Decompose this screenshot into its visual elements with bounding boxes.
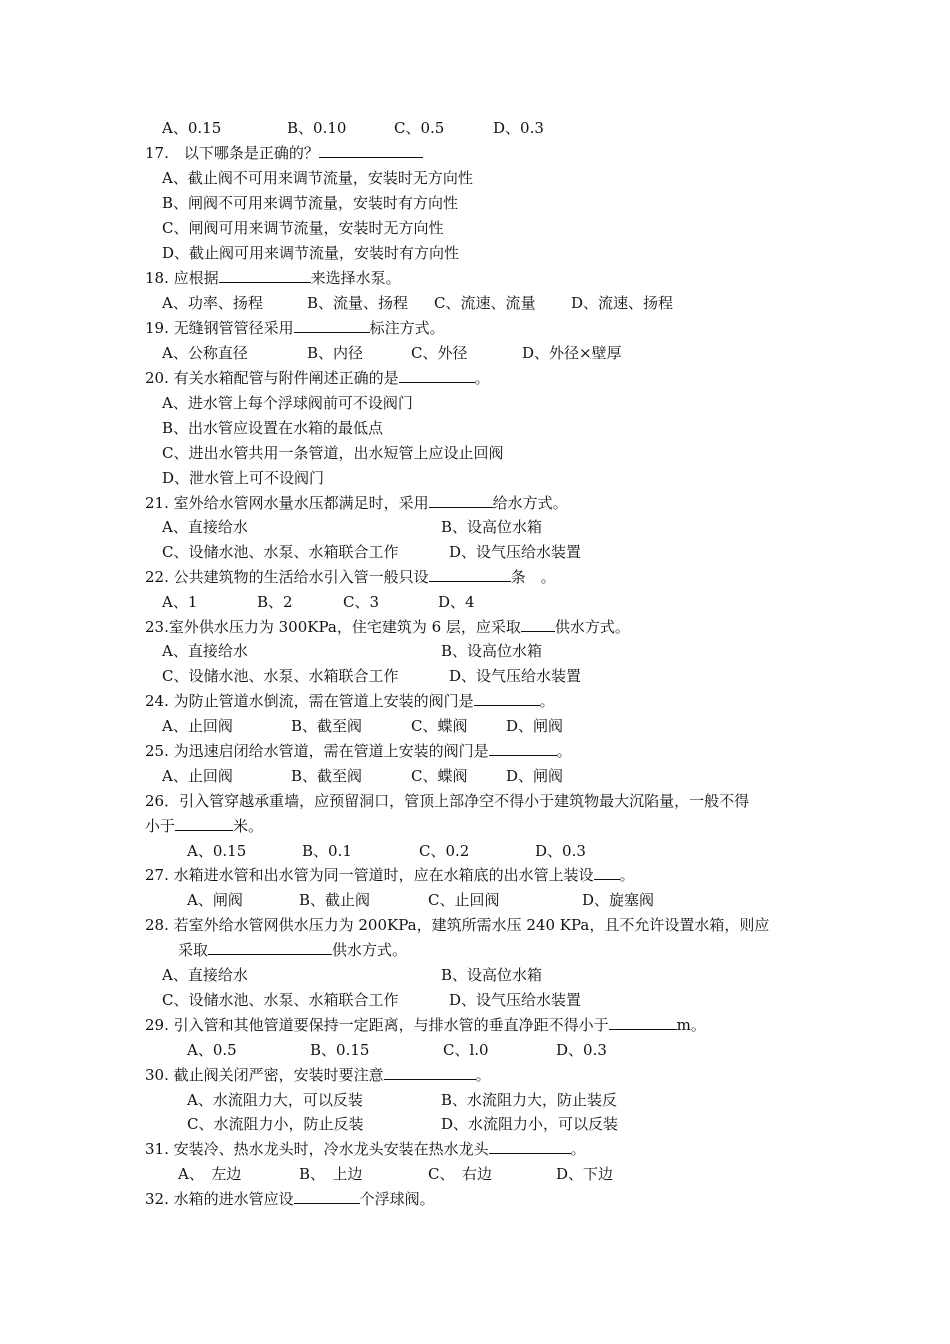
answer-option: B、0.1 [302, 842, 352, 860]
answer-option: D、0.3 [556, 1041, 607, 1059]
option-line: B、出水管应设置在水箱的最低点 [162, 419, 384, 437]
question-line [178, 940, 407, 960]
question-line [145, 1015, 706, 1035]
answer-option: C、止回阀 [428, 891, 500, 909]
question-text: 。 [556, 742, 572, 760]
answer-option: C、3 [343, 593, 380, 611]
answer-option: A、水流阻力大，可以反装 [187, 1091, 363, 1109]
answer-option: A、闸阀 [187, 891, 243, 909]
question-text: 小于 [145, 817, 176, 835]
question-text: 24. 为防止管道水倒流，需在管道上安装的阀门是 [145, 692, 474, 710]
answer-blank [384, 1065, 476, 1080]
answer-option: B、水流阻力大，防止装反 [441, 1091, 618, 1109]
question-text: 来选择水泵。 [310, 269, 401, 287]
option-line: C、闸阀可用来调节流量，安装时无方向性 [162, 219, 444, 237]
question-text: 采取 [178, 941, 209, 959]
answer-option: D、下边 [556, 1165, 614, 1183]
answer-option: A、止回阀 [162, 717, 233, 735]
answer-blank [319, 143, 423, 158]
answer-option: B、 上边 [299, 1165, 363, 1183]
answer-option: D、水流阻力小，可以反装 [441, 1115, 619, 1133]
answer-option: A、公称直径 [162, 344, 248, 362]
answer-option: D、0.3 [493, 119, 544, 137]
question-text: 条 。 [510, 568, 556, 586]
answer-option: B、内径 [307, 344, 364, 362]
question-line [145, 741, 572, 761]
answer-option: A、止回阀 [162, 767, 233, 785]
answer-option: C、流速、流量 [434, 294, 536, 312]
question-text: 给水方式。 [492, 494, 568, 512]
question-line [145, 318, 445, 338]
question-line [145, 816, 263, 836]
question-line [145, 493, 568, 513]
answer-option: C、设储水池、水泵、水箱联合工作 [162, 543, 399, 561]
answer-blank [429, 567, 511, 582]
answer-blank [175, 816, 233, 831]
option-line: D、泄水管上可不设阀门 [162, 469, 325, 487]
answer-blank [294, 318, 370, 333]
question-text: 26．引入管穿越承重墙，应预留洞口，管顶上部净空不得小于建筑物最大沉陷量，一般不得 [145, 792, 750, 810]
answer-option: C、蝶阀 [411, 717, 468, 735]
answer-blank [489, 1139, 571, 1154]
question-text: 22. 公共建筑物的生活给水引入管一般只设 [145, 568, 429, 586]
answer-blank [609, 1015, 677, 1030]
question-text: 19. 无缝钢管管径采用 [145, 319, 294, 337]
answer-option: A、直接给水 [162, 642, 248, 660]
question-text: 米。 [233, 817, 264, 835]
question-text: 。 [539, 692, 555, 710]
question-text: 。 [570, 1140, 586, 1158]
answer-option: A、 左边 [178, 1165, 242, 1183]
answer-option: A、直接给水 [162, 518, 248, 536]
question-line [145, 791, 749, 811]
question-text: 32. 水箱的进水管应设 [145, 1190, 294, 1208]
question-text: 28. 若室外给水管网供水压力为 200KPa，建筑所需水压 240 KPa，且不允许设置水箱，则应 [145, 916, 770, 934]
question-text: 27. 水箱进水管和出水管为同一管道时，应在水箱底的出水管上装设 [145, 866, 594, 884]
answer-option: C、 右边 [428, 1165, 492, 1183]
question-text: 供水方式。 [554, 618, 630, 636]
question-text: 。 [474, 369, 490, 387]
answer-option: D、闸阀 [506, 717, 564, 735]
option-line: B、闸阀不可用来调节流量，安装时有方向性 [162, 194, 459, 212]
answer-option: D、设气压给水装置 [449, 667, 582, 685]
question-line [145, 1139, 586, 1159]
question-text: 23.室外供水压力为 300KPa，住宅建筑为 6 层，应采取 [145, 618, 521, 636]
answer-option: C、外径 [411, 344, 468, 362]
question-line [145, 368, 490, 388]
question-line [145, 691, 555, 711]
option-line: D、截止阀可用来调节流量，安装时有方向性 [162, 244, 460, 262]
question-line [145, 268, 401, 288]
answer-option: C、水流阻力小，防止反装 [187, 1115, 364, 1133]
question-text: 个浮球阀。 [359, 1190, 435, 1208]
answer-option: C、l.0 [443, 1041, 489, 1059]
answer-option: B、设高位水箱 [441, 966, 543, 984]
answer-blank [594, 865, 620, 880]
question-line [145, 865, 635, 885]
answer-option: B、流量、扬程 [307, 294, 409, 312]
answer-option: C、设储水池、水泵、水箱联合工作 [162, 667, 399, 685]
answer-option: D、旋塞阀 [582, 891, 655, 909]
answer-option: D、4 [438, 593, 475, 611]
question-text: 18. 应根据 [145, 269, 219, 287]
answer-option: D、闸阀 [506, 767, 564, 785]
option-line: A、进水管上每个浮球阀前可不设阀门 [162, 394, 413, 412]
answer-option: B、设高位水箱 [441, 642, 543, 660]
question-line [145, 1189, 435, 1209]
answer-option: A、直接给水 [162, 966, 248, 984]
option-line: C、进出水管共用一条管道，出水短管上应设止回阀 [162, 444, 504, 462]
answer-option: B、0.15 [310, 1041, 370, 1059]
question-text: 。 [475, 1066, 491, 1084]
answer-option: B、截止阀 [299, 891, 371, 909]
answer-option: A、0.15 [187, 842, 247, 860]
answer-option: A、0.15 [162, 119, 222, 137]
answer-blank [219, 268, 311, 283]
question-text: m。 [676, 1016, 706, 1034]
answer-option: B、0.10 [287, 119, 347, 137]
question-line [145, 617, 630, 637]
answer-option: A、0.5 [187, 1041, 237, 1059]
answer-option: D、设气压给水装置 [449, 991, 582, 1009]
question-line [145, 1065, 491, 1085]
answer-option: B、设高位水箱 [441, 518, 543, 536]
question-text: 20. 有关水箱配管与附件阐述正确的是 [145, 369, 399, 387]
question-text: 29. 引入管和其他管道要保持一定距离，与排水管的垂直净距不得小于 [145, 1016, 609, 1034]
answer-option: D、流速、扬程 [571, 294, 674, 312]
answer-option: D、0.3 [535, 842, 586, 860]
question-text: 供水方式。 [332, 941, 408, 959]
answer-blank [489, 741, 557, 756]
answer-blank [208, 940, 332, 955]
answer-option: B、截至阀 [291, 767, 363, 785]
answer-option: C、蝶阀 [411, 767, 468, 785]
answer-option: C、0.5 [394, 119, 445, 137]
question-line [145, 915, 769, 935]
question-line [145, 567, 556, 587]
answer-blank [294, 1189, 360, 1204]
answer-option: B、2 [257, 593, 293, 611]
answer-blank [474, 691, 540, 706]
question-text: 。 [619, 866, 635, 884]
question-text: 21. 室外给水管网水量水压都满足时，采用 [145, 494, 429, 512]
question-text: 30. 截止阀关闭严密，安装时要注意 [145, 1066, 384, 1084]
answer-option: B、截至阀 [291, 717, 363, 735]
answer-option: A、功率、扬程 [162, 294, 263, 312]
answer-option: D、外径×壁厚 [522, 344, 622, 362]
option-line: A、截止阀不可用来调节流量，安装时无方向性 [162, 169, 473, 187]
question-text: 标注方式。 [369, 319, 445, 337]
answer-option: A、1 [162, 593, 198, 611]
answer-option: C、设储水池、水泵、水箱联合工作 [162, 991, 399, 1009]
answer-blank [399, 368, 475, 383]
question-line [145, 143, 423, 163]
question-text: 31. 安装冷、热水龙头时，冷水龙头安装在热水龙头 [145, 1140, 489, 1158]
answer-blank [429, 493, 493, 508]
answer-blank [521, 617, 555, 632]
question-text: 25. 为迅速启闭给水管道，需在管道上安装的阀门是 [145, 742, 489, 760]
answer-option: D、设气压给水装置 [449, 543, 582, 561]
question-text: 17. 以下哪条是正确的？ [145, 144, 319, 162]
answer-option: C、0.2 [419, 842, 470, 860]
